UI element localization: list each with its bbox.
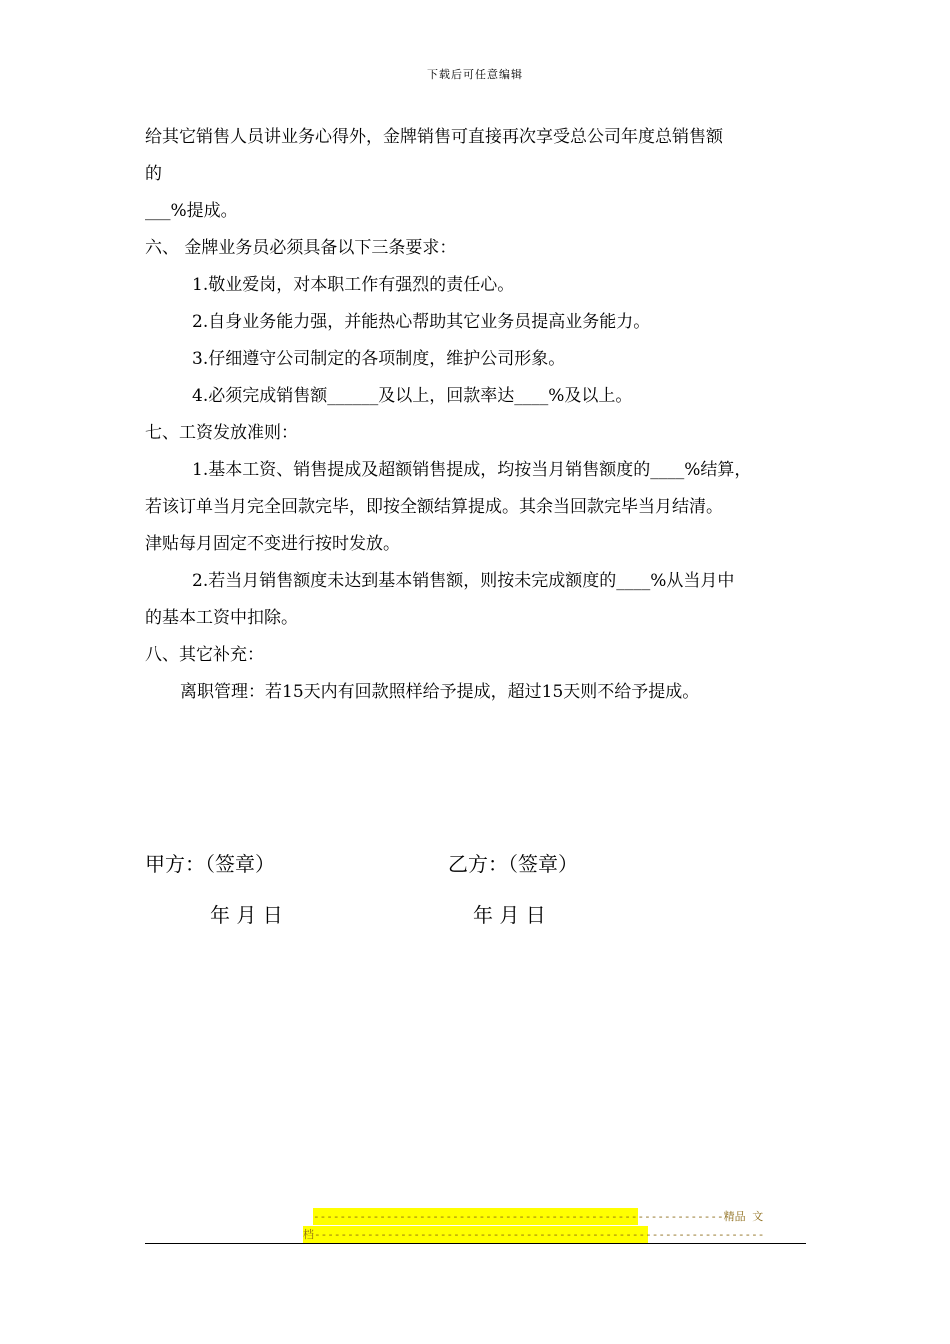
party-a-signature: 甲方：（签章） [145, 852, 275, 876]
party-b-signature: 乙方：（签章） [448, 852, 578, 876]
section-heading-six: 六、 金牌业务员必须具备以下三条要求： [145, 238, 457, 258]
paragraph-line: 的基本工资中扣除。 [145, 608, 298, 628]
paragraph-line: 津贴每月固定不变进行按时发放。 [145, 534, 400, 554]
footer-watermark-line-2: 档-------------------------------------------------------------------- [303, 1228, 765, 1241]
paragraph-line: 的 [145, 164, 162, 184]
paragraph-line: 离职管理：若15天内有回款照样给予提成，超过15天则不给予提成。 [180, 682, 700, 702]
paragraph-line: 给其它销售人员讲业务心得外，金牌销售可直接再次享受总公司年度总销售额 [145, 127, 723, 147]
list-item: 1.基本工资、销售提成及超额销售提成，均按当月销售额度的____%结算， [192, 460, 752, 480]
party-b-date: 年 月 日 [473, 903, 546, 927]
paragraph-line: 若该订单当月完全回款完毕，即按全额结算提成。其余当回款完毕当月结清。 [145, 497, 723, 517]
list-item: 2.若当月销售额度未达到基本销售额，则按未完成额度的____%从当月中 [192, 571, 735, 591]
page-header: 下载后可任意编辑 [427, 68, 523, 81]
section-heading-eight: 八、其它补充： [145, 645, 264, 665]
paragraph-line: ___%提成。 [145, 201, 238, 221]
list-item: 4.必须完成销售额______及以上，回款率达____%及以上。 [192, 386, 633, 406]
section-heading-seven: 七、工资发放准则： [145, 423, 298, 443]
footer-divider [145, 1243, 806, 1244]
list-item: 2.自身业务能力强，并能热心帮助其它业务员提高业务能力。 [192, 312, 651, 332]
party-a-date: 年 月 日 [210, 903, 283, 927]
list-item: 3.仔细遵守公司制定的各项制度，维护公司形象。 [192, 349, 566, 369]
footer-watermark-line-1: --------------------------------------------------------------精品 文 [313, 1210, 764, 1223]
list-item: 1.敬业爱岗，对本职工作有强烈的责任心。 [192, 275, 515, 295]
